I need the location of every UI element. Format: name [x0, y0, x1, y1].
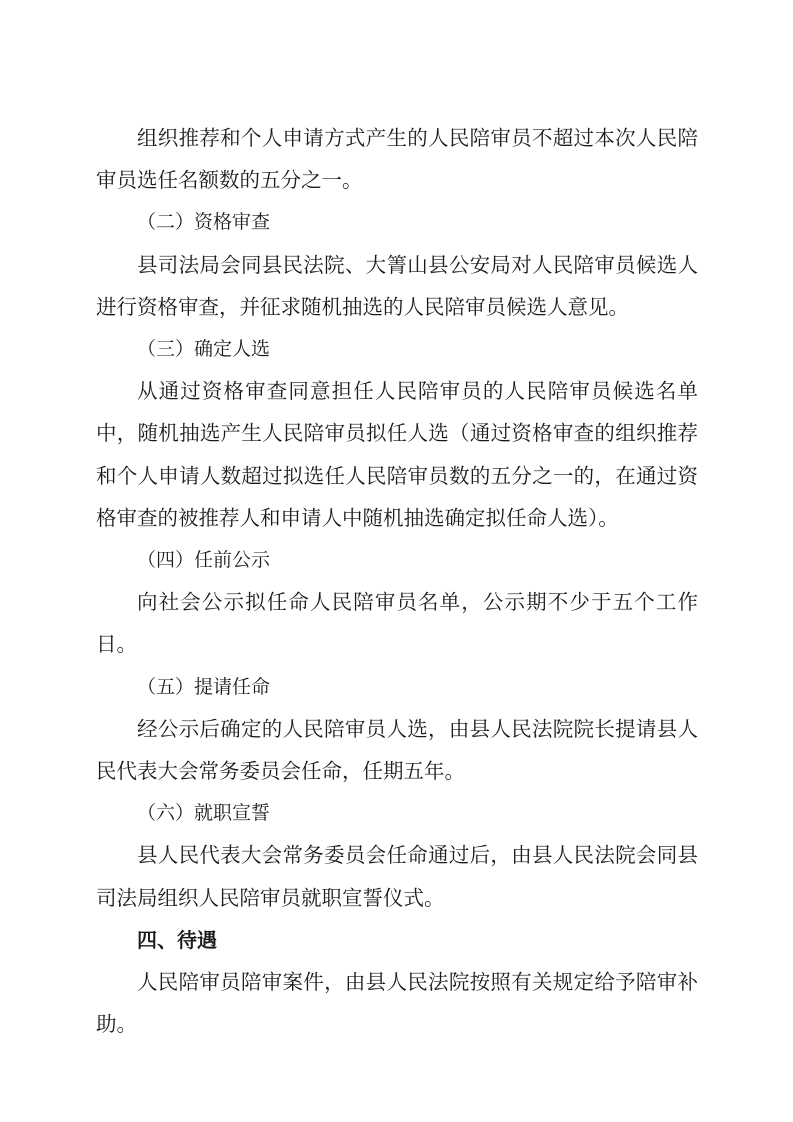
heading-public-notice: （四）任前公示 [137, 549, 271, 572]
paragraph-quota: 组织推荐和个人申请方式产生的人民陪审员不超过本次人民陪审员选任名额数的五分之一。 [96, 126, 698, 193]
paragraph-qualification-review: 县司法局会同县民法院、大箐山县公安局对人民陪审员候选人进行资格审查，并征求随机抽选的人民陪审员候选人意见。 [96, 252, 698, 319]
document-body [96, 117, 698, 1045]
heading-appointment-request: （五）提请任命 [137, 675, 271, 698]
paragraph-treatment: 人民陪审员陪审案件，由县人民法院按照有关规定给予陪审补助。 [96, 970, 698, 1037]
heading-qualification-review: （二）资格审查 [137, 211, 271, 234]
paragraph-determine-candidates: 从通过资格审查同意担任人民陪审员的人民陪审员候选名单中，随机抽选产生人民陪审员拟任人选（通过资格审查的组织推荐和个人申请人数超过拟选任人民陪审员数的五分之一的，在通过资格审查的被推荐人和申请人中随机抽选确定拟任命人选）。 [96, 379, 698, 530]
paragraph-public-notice: 向社会公示拟任命人民陪审员名单，公示期不少于五个工作日。 [96, 590, 698, 657]
heading-oath: （六）就职宣誓 [137, 802, 271, 825]
paragraph-appointment-request: 经公示后确定的人民陪审员人选，由县人民法院院长提请县人民代表大会常务委员会任命，任期五年。 [96, 716, 698, 784]
heading-treatment: 四、待遇 [137, 927, 217, 952]
paragraph-oath: 县人民代表大会常务委员会任命通过后，由县人民法院会同县司法局组织人民陪审员就职宣誓仪式。 [96, 843, 698, 910]
heading-determine-candidates: （三）确定人选 [137, 338, 271, 361]
